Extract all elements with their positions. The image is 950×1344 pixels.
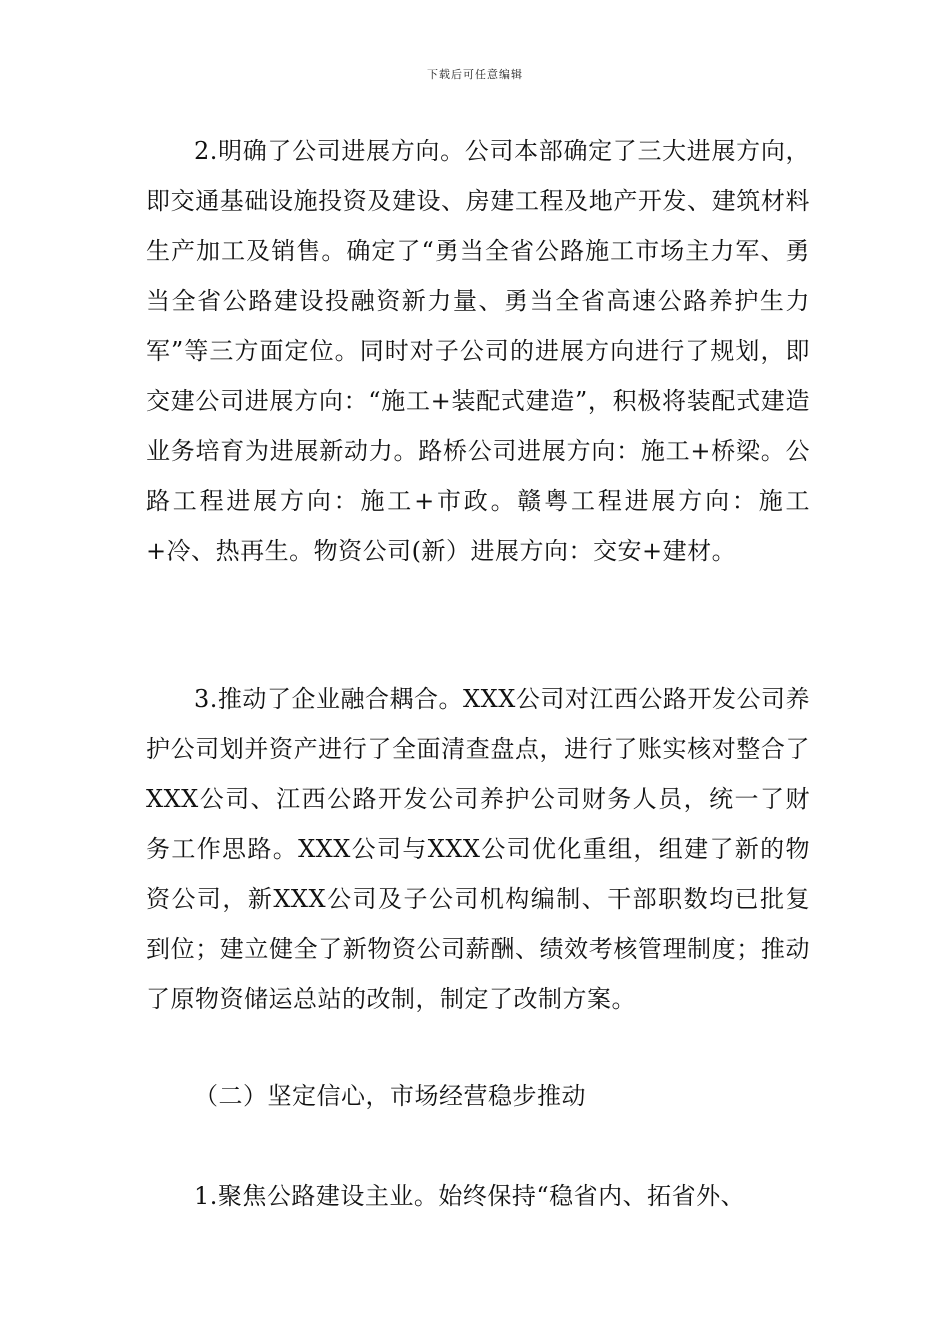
paragraph-road-construction: 1.聚焦公路建设主业。始终保持“稳省内、拓省外、 (194, 1182, 746, 1210)
paragraph-direction: 2.明确了公司进展方向。公司本部确定了三大进展方向，即交通基础设施投资及建设、房建工程及地产开发、建筑材料生产加工及销售。确定了“勇当全省公路施工市场主力军、勇当全省公路建设投融资新力量、勇当全省高速公路养护生力军”等三方面定位。同时对子公司的进展方向进行了规划，即交建公司进展方向：“施工+装配式建造”，积极将装配式建造业务培育为进展新动力。路桥公司进展方向：施工+桥梁。公路工程进展方向：施工+市政。赣粤工程进展方向：施工+冷、热再生。物资公司(新）进展方向：交安+建材。 (146, 137, 810, 565)
paragraph-integration: 3.推动了企业融合耦合。XXX公司对江西公路开发公司养护公司划并资产进行了全面清查盘点，进行了账实核对整合了XXX公司、江西公路开发公司养护公司财务人员，统一了财务工作思路。XXX公司与XXX公司优化重组，组建了新的物资公司，新XXX公司及子公司机构编制、干部职数均已批复到位；建立健全了新物资公司薪酬、绩效考核管理制度；推动了原物资储运总站的改制，制定了改制方案。 (146, 685, 810, 1013)
page-header: 下载后可任意编辑 (427, 68, 523, 81)
section-heading: （二）坚定信心，市场经营稳步推动 (194, 1082, 586, 1110)
